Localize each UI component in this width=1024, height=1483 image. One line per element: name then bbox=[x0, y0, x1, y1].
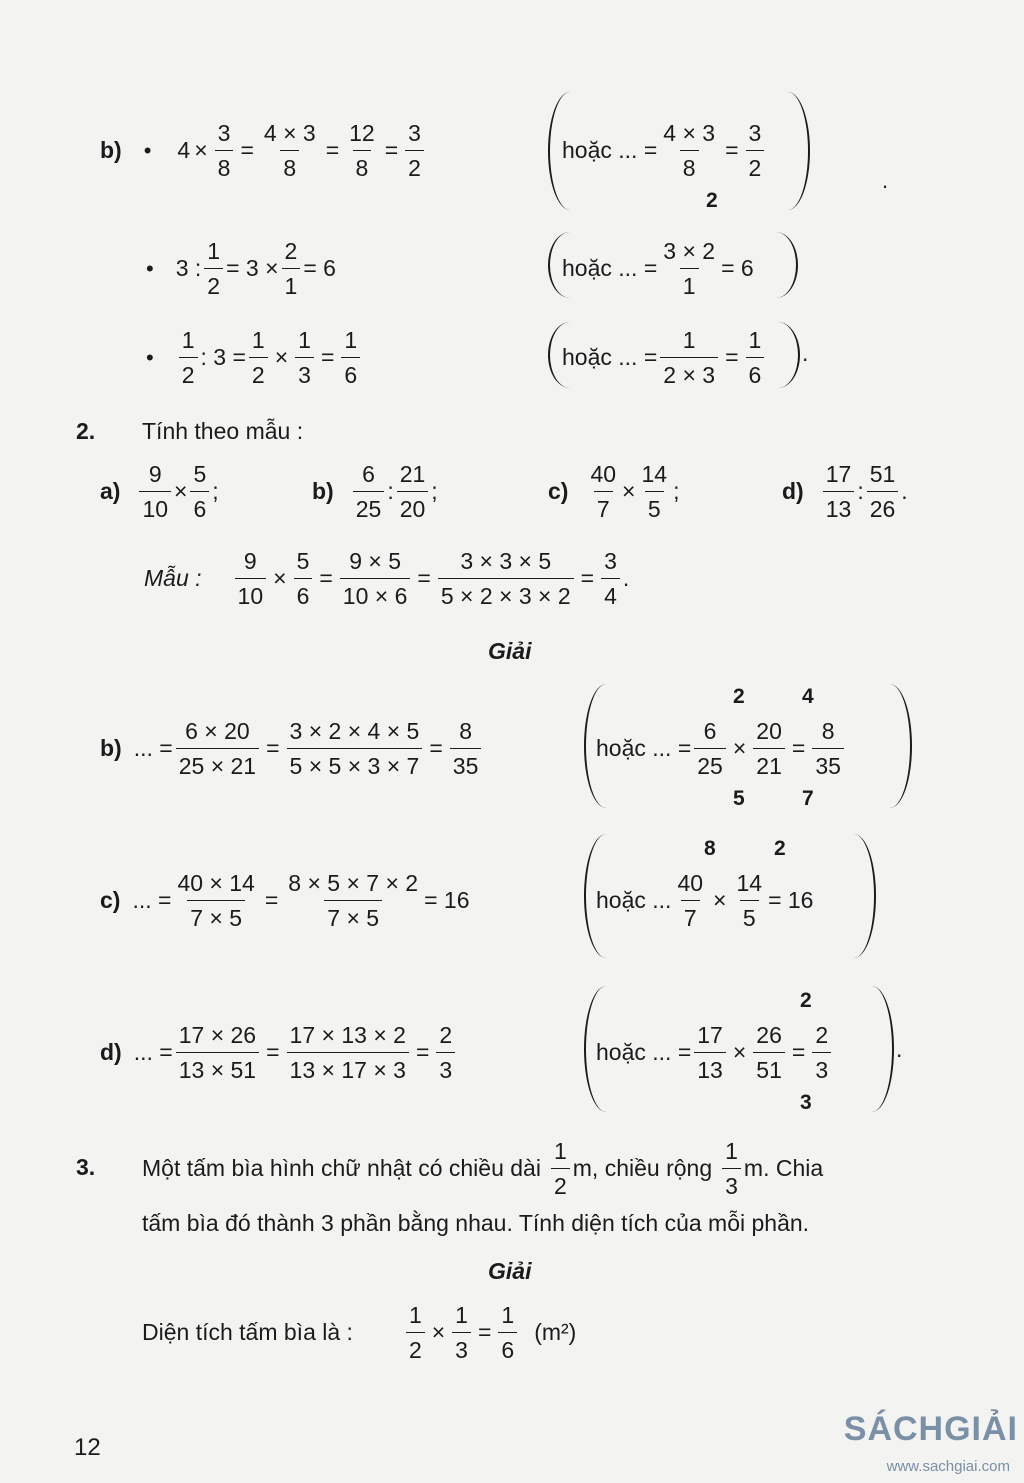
denominator: 2 bbox=[179, 357, 198, 390]
numerator: 9 bbox=[243, 548, 257, 574]
denominator: 13 × 51 bbox=[176, 1052, 259, 1085]
fraction bbox=[438, 546, 574, 611]
denominator: 6 bbox=[294, 578, 313, 611]
numerator: 1 bbox=[251, 327, 265, 353]
denominator: 26 bbox=[867, 491, 899, 524]
numerator: 8 bbox=[821, 718, 835, 744]
denominator: 7 × 5 bbox=[187, 900, 245, 933]
denominator: 3 bbox=[812, 1052, 831, 1085]
cancel-result: 2 bbox=[733, 685, 745, 708]
item-label: d) bbox=[782, 478, 804, 504]
math-symbol: = bbox=[477, 1319, 492, 1345]
fraction bbox=[753, 1020, 785, 1085]
numerator: 17 × 13 × 2 bbox=[289, 1022, 406, 1048]
item-label: b) bbox=[312, 478, 334, 504]
denominator: 2 × 3 bbox=[660, 357, 718, 390]
ex2-item-a bbox=[100, 459, 219, 524]
fraction bbox=[340, 546, 411, 611]
numerator: 14 bbox=[736, 870, 763, 896]
numerator: 2 bbox=[284, 238, 298, 264]
math-symbol: = bbox=[264, 887, 279, 913]
alt-lead: hoặc ... = bbox=[562, 344, 658, 370]
math-symbol: = bbox=[791, 735, 806, 761]
numerator: 1 bbox=[682, 327, 696, 353]
item-label: b) bbox=[100, 735, 122, 761]
denominator: 25 bbox=[353, 491, 385, 524]
numerator: 4 × 3 bbox=[663, 120, 716, 146]
denominator: 7 bbox=[594, 491, 613, 524]
numerator: 1 bbox=[181, 327, 195, 353]
number: 4 bbox=[177, 137, 191, 163]
math-symbol: ... = bbox=[133, 1039, 173, 1065]
sec1b-line1 bbox=[100, 118, 427, 183]
unit: (m²) bbox=[534, 1319, 577, 1345]
fraction bbox=[235, 546, 267, 611]
denominator: 3 bbox=[722, 1168, 741, 1201]
cancel-result: 2 bbox=[800, 989, 812, 1012]
denominator: 3 bbox=[452, 1332, 471, 1365]
fraction bbox=[601, 546, 620, 611]
sec1b-line2 bbox=[146, 236, 336, 301]
denominator: 8 bbox=[215, 150, 234, 183]
numerator: 2 bbox=[439, 1022, 453, 1048]
denominator: 13 bbox=[694, 1052, 726, 1085]
numerator: 12 bbox=[349, 120, 375, 146]
numerator: 3 bbox=[217, 120, 231, 146]
item-label: b) bbox=[100, 137, 122, 163]
numerator: 6 bbox=[362, 461, 375, 487]
math-symbol: = bbox=[415, 1039, 430, 1065]
watermark-logo: SÁCHGIẢI bbox=[843, 1410, 1018, 1448]
denominator: 51 bbox=[753, 1052, 785, 1085]
numerator: 1 bbox=[408, 1302, 422, 1328]
alt-lead: hoặc ... = bbox=[562, 255, 658, 281]
ex2-solution-c bbox=[100, 868, 470, 933]
numerator: 1 bbox=[501, 1302, 515, 1328]
solution-heading: Giải bbox=[488, 638, 532, 664]
operator: = bbox=[384, 137, 399, 163]
ex3-problem-line2: tấm bìa đó thành 3 phần bằng nhau. Tính diện tích của mỗi phần. bbox=[142, 1210, 810, 1236]
cancel-result: 3 bbox=[800, 1091, 812, 1114]
text: Diện tích tấm bìa là : bbox=[142, 1319, 353, 1345]
math-symbol: × bbox=[431, 1319, 446, 1345]
fraction bbox=[694, 716, 726, 781]
fraction bbox=[660, 118, 718, 183]
denominator: 25 bbox=[694, 748, 726, 781]
ex2-solution-d bbox=[100, 1020, 458, 1085]
numerator: 1 bbox=[298, 327, 311, 353]
text: = 3 × bbox=[226, 255, 279, 281]
numerator: 3 × 2 × 4 × 5 bbox=[289, 718, 420, 744]
numerator: 17 bbox=[697, 1022, 723, 1048]
fraction bbox=[287, 1020, 409, 1085]
period: . bbox=[896, 1036, 903, 1062]
fraction bbox=[341, 325, 360, 390]
math-symbol: × bbox=[273, 565, 287, 591]
fraction bbox=[694, 1020, 726, 1085]
numerator: 9 bbox=[148, 461, 162, 487]
fraction bbox=[282, 236, 301, 301]
denominator: 6 bbox=[746, 357, 765, 390]
fraction bbox=[812, 716, 844, 781]
math-symbol: = bbox=[266, 1039, 280, 1065]
denominator: 7 bbox=[681, 900, 700, 933]
numerator: 5 bbox=[193, 461, 207, 487]
numerator: 2 bbox=[815, 1022, 829, 1048]
fraction bbox=[753, 716, 785, 781]
fraction bbox=[823, 459, 855, 524]
text: m, chiều rộng bbox=[572, 1155, 713, 1181]
item-label: d) bbox=[100, 1039, 122, 1065]
denominator: 35 bbox=[812, 748, 844, 781]
fraction bbox=[452, 1300, 471, 1365]
fraction bbox=[249, 325, 268, 390]
exercise-number: 2. bbox=[76, 418, 96, 444]
denominator: 5 × 5 × 3 × 7 bbox=[287, 748, 423, 781]
denominator: 35 bbox=[450, 748, 482, 781]
text: = 6 bbox=[303, 255, 336, 281]
cancel-result: 4 bbox=[802, 685, 814, 708]
ex2-item-d bbox=[782, 459, 908, 524]
math-symbol: hoặc ... = bbox=[596, 1039, 692, 1065]
page-number: 12 bbox=[74, 1434, 101, 1461]
fraction bbox=[295, 325, 314, 390]
denominator: 5 bbox=[645, 491, 664, 524]
ex3-solution bbox=[142, 1300, 576, 1365]
fraction bbox=[397, 459, 429, 524]
bullet-icon: • bbox=[143, 137, 152, 163]
cancel-result: 7 bbox=[802, 787, 814, 810]
numerator: 4 × 3 bbox=[263, 120, 316, 146]
math-symbol: × bbox=[732, 735, 747, 761]
solution-heading: Giải bbox=[488, 1258, 532, 1284]
exercise-number: 3. bbox=[76, 1154, 96, 1180]
math-symbol: × bbox=[174, 478, 188, 504]
numerator: 3 × 3 × 5 bbox=[460, 548, 552, 574]
bullet-icon: • bbox=[146, 255, 154, 281]
math-symbol: ... = bbox=[132, 887, 172, 913]
denominator: 3 bbox=[436, 1052, 455, 1085]
fraction bbox=[660, 236, 718, 301]
fraction bbox=[812, 1020, 831, 1085]
math-symbol: = bbox=[791, 1039, 806, 1065]
cancel-result: 5 bbox=[733, 787, 745, 810]
math-symbol: = bbox=[725, 344, 739, 370]
text: m. Chia bbox=[743, 1155, 824, 1181]
fraction bbox=[867, 459, 899, 524]
math-symbol: × bbox=[732, 1039, 747, 1065]
fraction bbox=[215, 118, 234, 183]
numerator: 6 × 20 bbox=[185, 718, 250, 744]
denominator: 6 bbox=[341, 357, 360, 390]
denominator: 8 bbox=[280, 150, 299, 183]
sec1b-line1-alt bbox=[562, 118, 767, 183]
denominator: 1 bbox=[282, 268, 301, 301]
math-symbol: × bbox=[622, 478, 636, 504]
denominator: 6 bbox=[498, 1332, 517, 1365]
denominator: 20 bbox=[397, 491, 429, 524]
period: . bbox=[882, 168, 889, 193]
math-symbol: = bbox=[266, 735, 280, 761]
fraction bbox=[139, 459, 171, 524]
fraction bbox=[204, 236, 223, 301]
numerator: 1 bbox=[207, 238, 221, 264]
denominator: 7 × 5 bbox=[324, 900, 382, 933]
numerator: 8 × 5 × 7 × 2 bbox=[288, 870, 419, 896]
math-symbol: = bbox=[580, 565, 595, 591]
item-label: c) bbox=[548, 478, 569, 504]
operator: × bbox=[274, 344, 289, 370]
fraction bbox=[190, 459, 209, 524]
numerator: 17 bbox=[825, 461, 852, 487]
numerator: 17 × 26 bbox=[178, 1022, 257, 1048]
ex2-solution-d-alt bbox=[596, 1020, 834, 1085]
item-label: c) bbox=[100, 887, 121, 913]
ex2-item-c bbox=[548, 459, 679, 524]
math-symbol: = 16 bbox=[768, 887, 814, 913]
period: . bbox=[802, 340, 809, 366]
exercise-title: Tính theo mẫu : bbox=[142, 418, 304, 444]
denominator: 25 × 21 bbox=[176, 748, 259, 781]
fraction bbox=[450, 716, 482, 781]
numerator: 3 bbox=[748, 120, 762, 146]
math-symbol: . bbox=[622, 565, 630, 591]
fraction bbox=[176, 1020, 259, 1085]
ex3-problem-line1 bbox=[142, 1136, 823, 1201]
math-symbol: ; bbox=[212, 478, 219, 504]
denominator: 5 × 2 × 3 × 2 bbox=[438, 578, 574, 611]
denominator: 2 bbox=[746, 150, 765, 183]
bullet-icon: • bbox=[146, 344, 154, 370]
text: Một tấm bìa hình chữ nhật có chiều dài bbox=[142, 1155, 541, 1181]
denominator: 13 × 17 × 3 bbox=[287, 1052, 409, 1085]
cancel-result: 2 bbox=[774, 837, 786, 860]
sec1b-line2-alt bbox=[562, 236, 754, 301]
denominator: 13 bbox=[823, 491, 855, 524]
denominator: 21 bbox=[753, 748, 785, 781]
fraction bbox=[638, 459, 670, 524]
numerator: 1 bbox=[725, 1138, 738, 1164]
fraction bbox=[261, 118, 319, 183]
item-label: a) bbox=[100, 478, 121, 504]
math-symbol: ; bbox=[431, 478, 438, 504]
denominator: 8 bbox=[353, 150, 372, 183]
math-symbol: = bbox=[417, 565, 431, 591]
fraction bbox=[587, 459, 619, 524]
fraction bbox=[733, 868, 765, 933]
text: 3 : bbox=[175, 255, 202, 281]
denominator: 2 bbox=[551, 1168, 570, 1201]
numerator: 40 × 14 bbox=[177, 870, 255, 896]
math-symbol: hoặc ... = bbox=[596, 735, 692, 761]
denominator: 1 bbox=[680, 268, 699, 301]
text: : 3 = bbox=[200, 344, 246, 370]
ex2-example bbox=[144, 546, 629, 611]
sec1b-line3 bbox=[146, 325, 363, 390]
math-symbol: : bbox=[857, 478, 864, 504]
fraction bbox=[176, 716, 259, 781]
numerator: 40 bbox=[677, 870, 704, 896]
operator: = bbox=[325, 137, 340, 163]
fraction bbox=[498, 1300, 517, 1365]
denominator: 2 bbox=[249, 357, 268, 390]
fraction bbox=[436, 1020, 455, 1085]
fraction bbox=[285, 868, 421, 933]
math-symbol: = bbox=[429, 735, 443, 761]
fraction bbox=[294, 546, 313, 611]
ex2-solution-c-alt bbox=[596, 868, 813, 933]
denominator: 2 bbox=[204, 268, 223, 301]
math-symbol: hoặc ... bbox=[596, 887, 672, 913]
ex2-item-b bbox=[312, 459, 438, 524]
math-symbol: ; bbox=[673, 478, 680, 504]
cancel-result: 2 bbox=[706, 189, 718, 212]
text: = 6 bbox=[721, 255, 754, 281]
math-symbol: = bbox=[725, 137, 739, 163]
numerator: 1 bbox=[748, 327, 762, 353]
denominator: 5 bbox=[740, 900, 759, 933]
fraction bbox=[174, 868, 257, 933]
fraction bbox=[674, 868, 706, 933]
watermark-url: www.sachgiai.com bbox=[886, 1458, 1010, 1475]
fraction bbox=[746, 118, 765, 183]
math-symbol: = bbox=[320, 344, 335, 370]
numerator: 1 bbox=[553, 1138, 567, 1164]
denominator: 4 bbox=[601, 578, 620, 611]
numerator: 8 bbox=[459, 718, 472, 744]
numerator: 14 bbox=[641, 461, 668, 487]
numerator: 26 bbox=[756, 1022, 782, 1048]
denominator: 10 bbox=[235, 578, 267, 611]
fraction bbox=[551, 1136, 570, 1201]
numerator: 9 × 5 bbox=[349, 548, 401, 574]
example-label: Mẫu : bbox=[144, 565, 202, 591]
numerator: 40 bbox=[590, 461, 617, 487]
fraction bbox=[660, 325, 718, 390]
numerator: 1 bbox=[344, 327, 358, 353]
numerator: 1 bbox=[455, 1302, 468, 1328]
math-symbol: = bbox=[319, 565, 333, 591]
math-symbol: = 16 bbox=[424, 887, 470, 913]
fraction bbox=[406, 1300, 425, 1365]
numerator: 3 bbox=[408, 120, 421, 146]
cancel-result: 8 bbox=[704, 837, 716, 860]
fraction bbox=[179, 325, 198, 390]
ex2-solution-b bbox=[100, 716, 484, 781]
numerator: 3 bbox=[604, 548, 617, 574]
numerator: 6 bbox=[703, 718, 717, 744]
math-symbol: × bbox=[713, 887, 727, 913]
denominator: 8 bbox=[680, 150, 699, 183]
math-symbol: ... = bbox=[133, 735, 173, 761]
denominator: 2 bbox=[406, 1332, 425, 1365]
denominator: 10 bbox=[139, 491, 171, 524]
fraction bbox=[287, 716, 423, 781]
math-symbol: : bbox=[387, 478, 394, 504]
operator: = bbox=[240, 137, 254, 163]
numerator: 5 bbox=[296, 548, 310, 574]
numerator: 21 bbox=[399, 461, 426, 487]
alt-lead: hoặc ... = bbox=[562, 137, 658, 163]
sec1b-line3-alt bbox=[562, 325, 767, 390]
denominator: 2 bbox=[405, 150, 424, 183]
fraction bbox=[346, 118, 378, 183]
fraction bbox=[722, 1136, 741, 1201]
ex2-solution-b-alt bbox=[596, 716, 847, 781]
math-symbol: . bbox=[901, 478, 908, 504]
numerator: 51 bbox=[869, 461, 896, 487]
denominator: 3 bbox=[295, 357, 314, 390]
fraction bbox=[353, 459, 385, 524]
numerator: 20 bbox=[756, 718, 782, 744]
denominator: 10 × 6 bbox=[340, 578, 411, 611]
fraction bbox=[746, 325, 765, 390]
denominator: 6 bbox=[190, 491, 209, 524]
operator: × bbox=[194, 137, 208, 163]
numerator: 3 × 2 bbox=[663, 238, 716, 264]
fraction bbox=[405, 118, 424, 183]
